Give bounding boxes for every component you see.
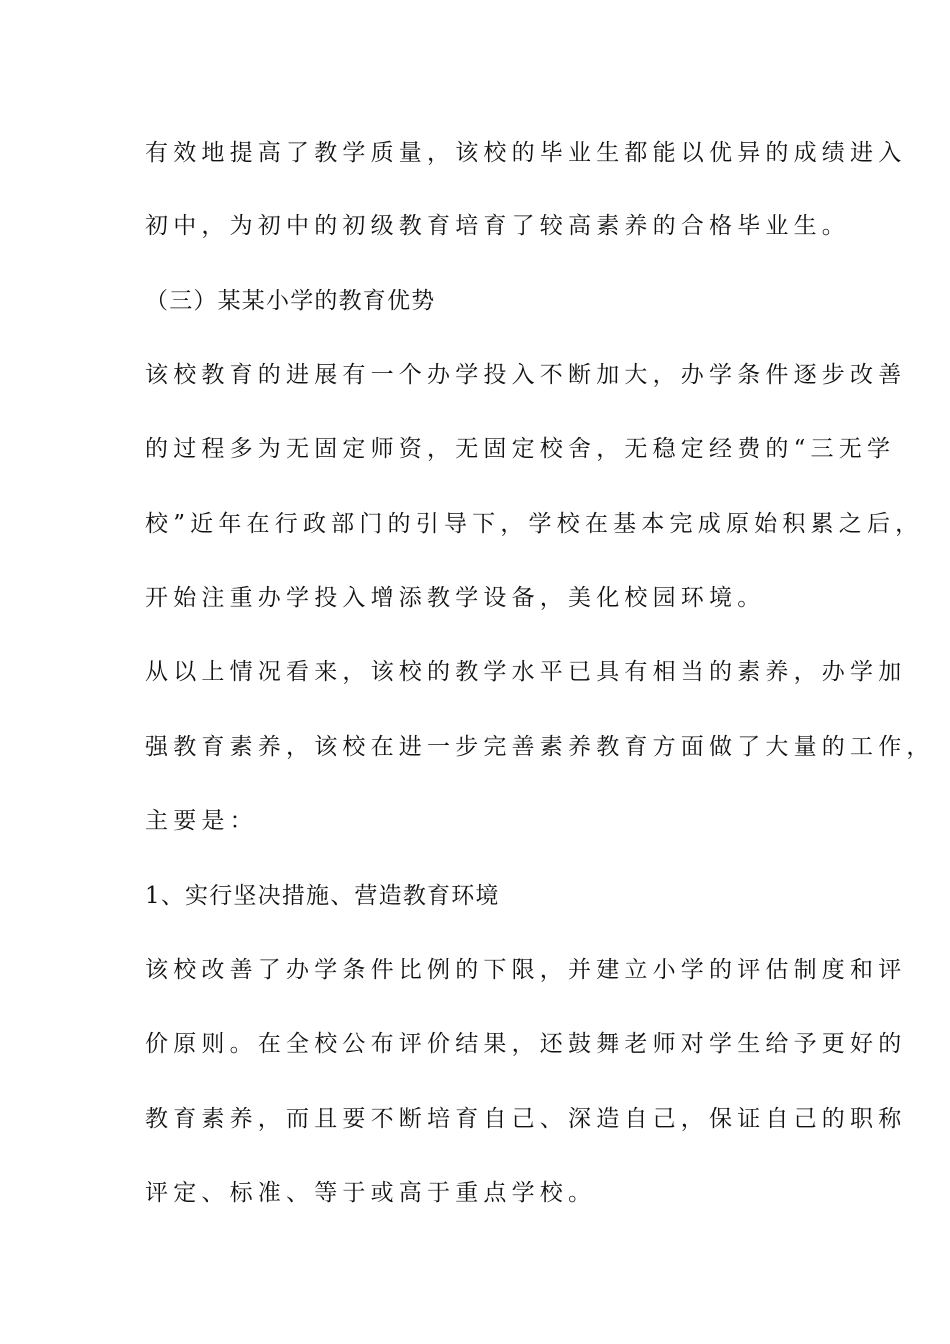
body-text-line: 教育素养，而且要不断培育自己、深造自己，保证自己的职称 [145,1106,907,1132]
body-text-line: 开始注重办学投入增添教学设备，美化校园环境。 [145,585,766,611]
subsection-heading: 1、实行坚决措施、营造教育环境 [145,883,500,909]
body-text-line: 校”近年在行政部门的引导下，学校在基本完成原始积累之后， [145,511,924,537]
body-text-line: 主要是： [145,808,258,834]
body-text-line: 价原则。在全校公布评价结果，还鼓舞老师对学生给予更好的 [145,1031,907,1057]
body-text-line: 强教育素养，该校在进一步完善素养教育方面做了大量的工作， [145,734,935,760]
body-text-line: 初中，为初中的初级教育培育了较高素养的合格毕业生。 [145,213,850,239]
body-text-line: 该校教育的进展有一个办学投入不断加大，办学条件逐步改善 [145,362,907,388]
body-text-line: 从以上情况看来，该校的教学水平已具有相当的素养，办学加 [145,659,907,685]
section-heading: （三）某某小学的教育优势 [145,288,436,314]
body-text-line: 的过程多为无固定师资，无固定校舍，无稳定经费的“三无学 [145,436,896,462]
body-text-line: 该校改善了办学条件比例的下限，并建立小学的评估制度和评 [145,957,907,983]
body-text-line: 有效地提高了教学质量，该校的毕业生都能以优异的成绩进入 [145,140,907,166]
body-text-line: 评定、标准、等于或高于重点学校。 [145,1180,597,1206]
